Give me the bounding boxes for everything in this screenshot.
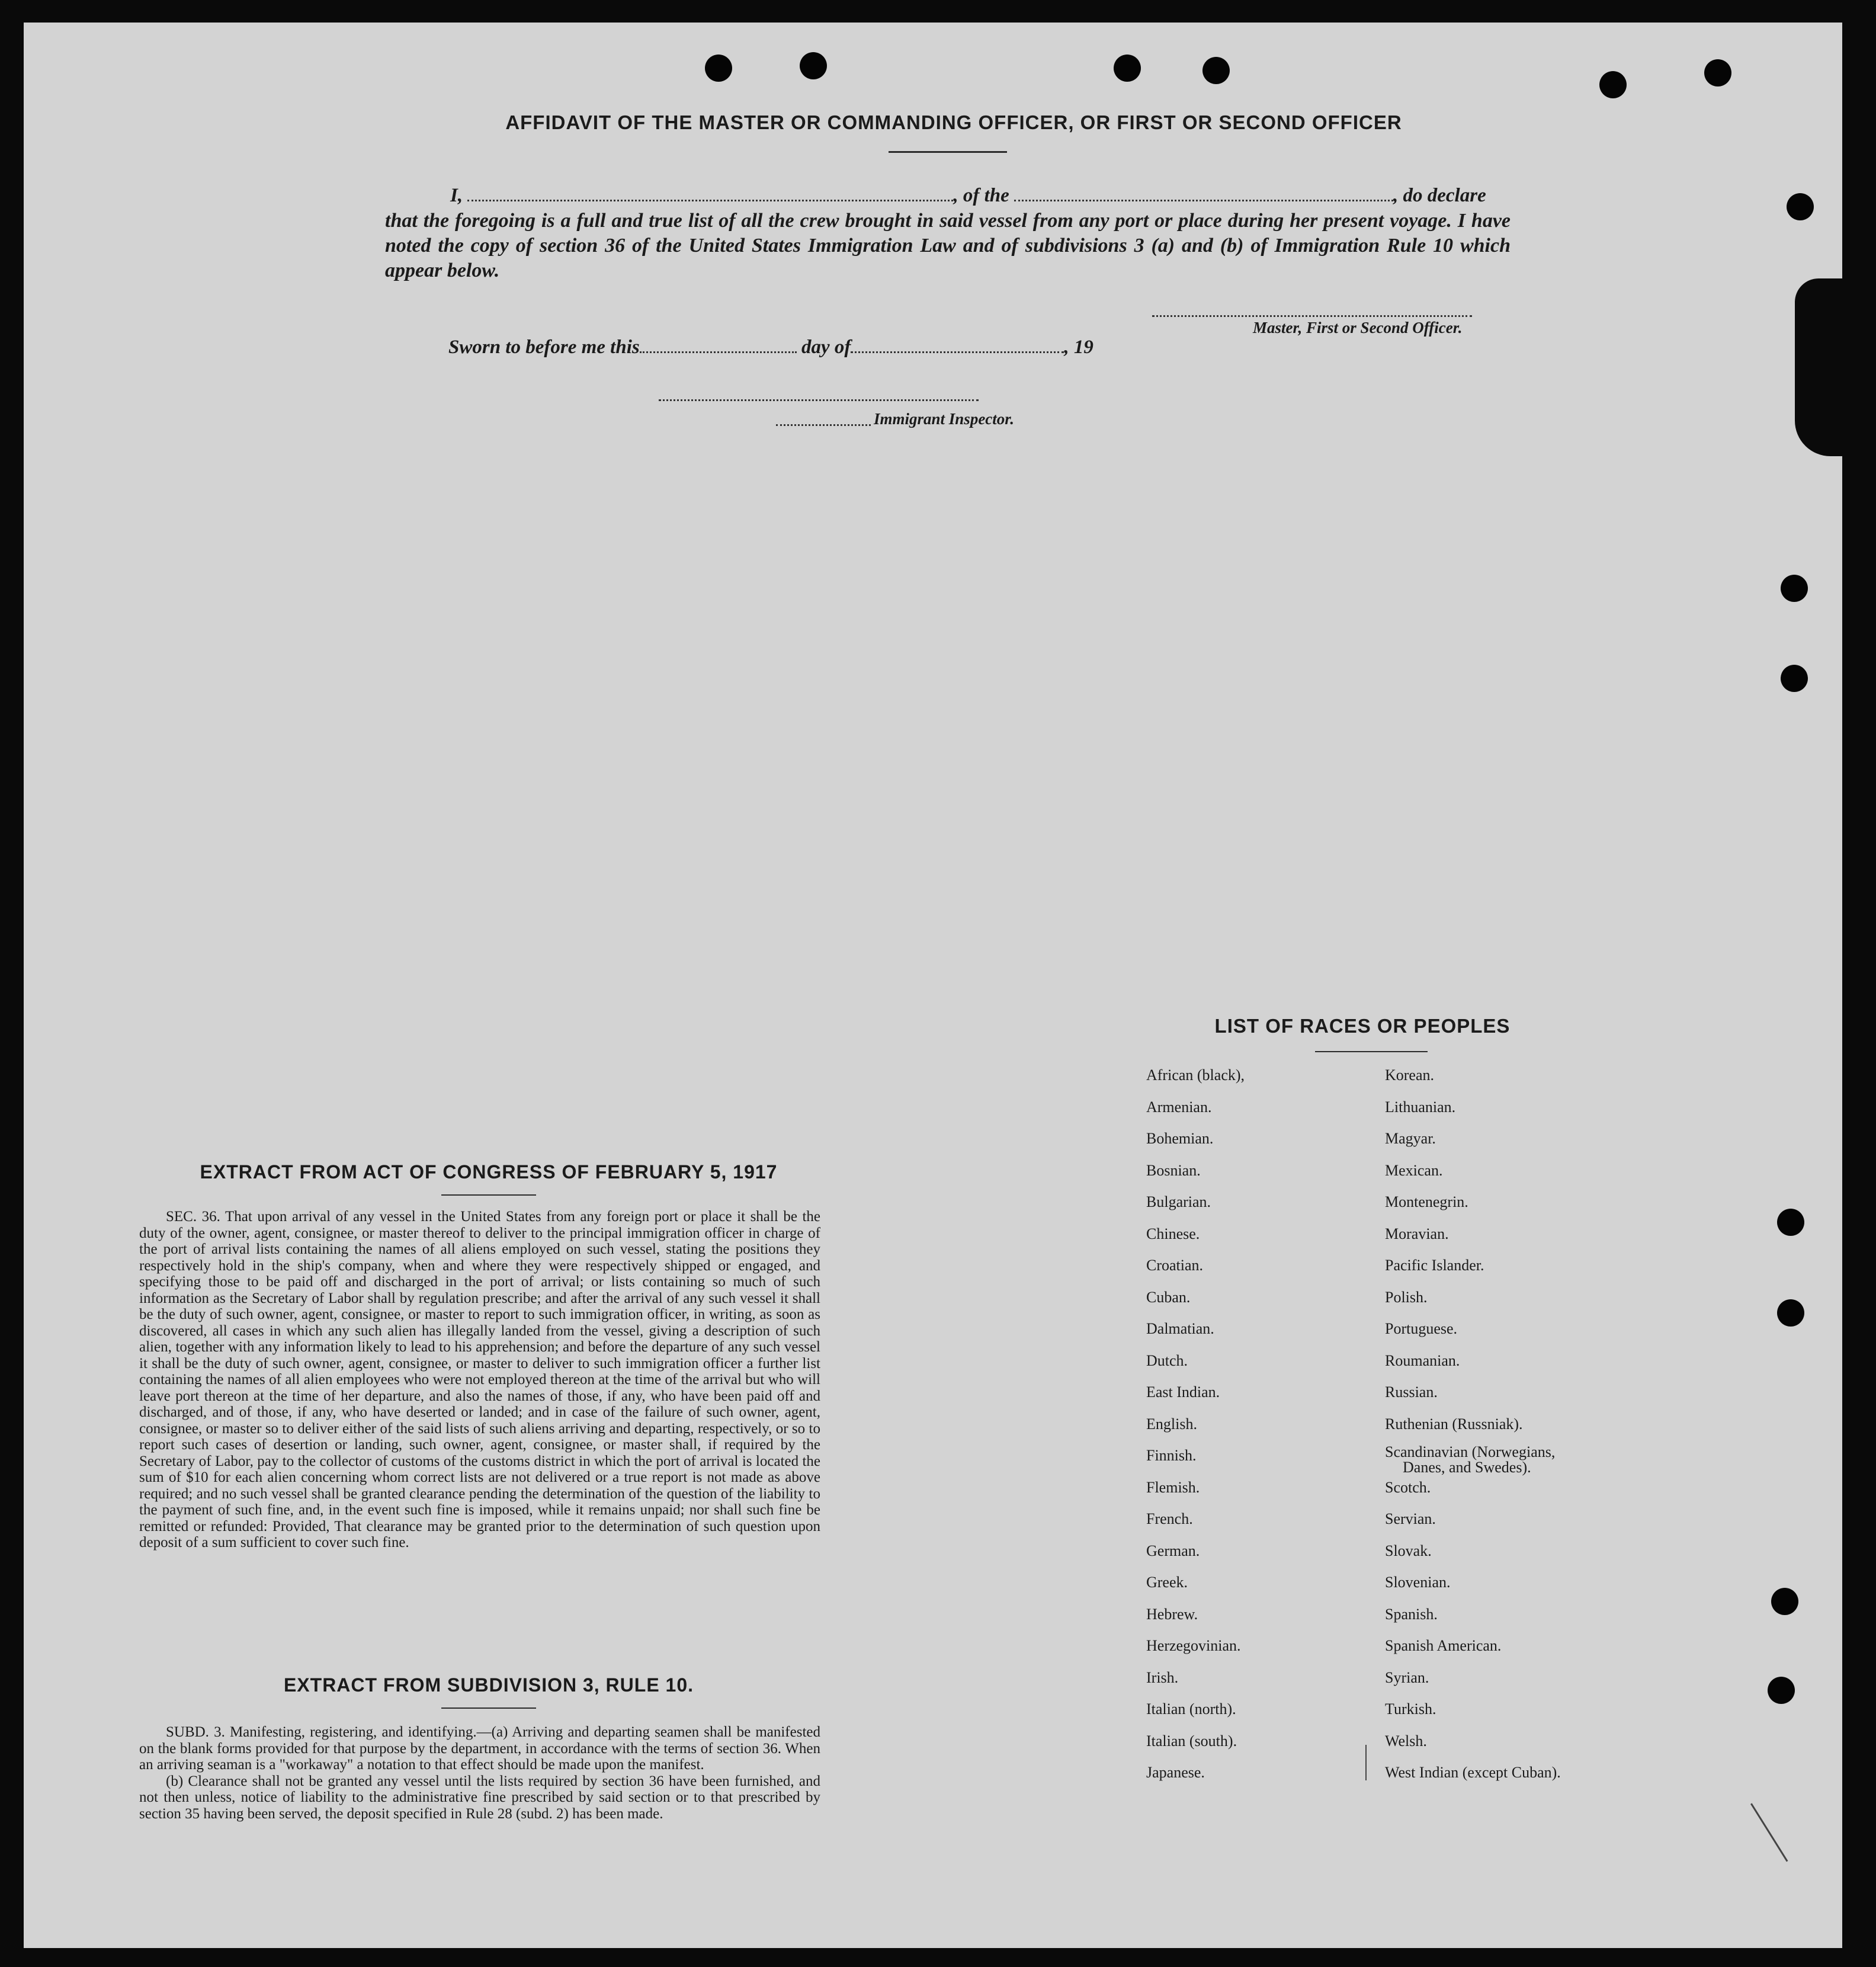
of-the-label: , of the: [953, 185, 1009, 206]
race-item: Bosnian.: [1146, 1161, 1201, 1179]
race-item: Italian (north).: [1146, 1700, 1236, 1718]
rule-extract-text: [139, 1724, 820, 1822]
race-item: Pacific Islander.: [1385, 1257, 1484, 1274]
declaration-first-line: [450, 185, 1486, 207]
race-item: Ruthenian (Russniak).: [1385, 1415, 1523, 1433]
race-item-multiline: [1385, 1440, 1561, 1476]
race-item: Cuban.: [1146, 1288, 1191, 1306]
punch-hole: [1771, 1588, 1798, 1615]
race-item: Flemish.: [1146, 1478, 1200, 1496]
inspector-caption: Immigrant Inspector.: [874, 410, 1015, 428]
act-title-underline: [441, 1194, 536, 1196]
section-36-text: SEC. 36. That upon arrival of any vessel in the United States from any foreign port or place it shall be the duty of the owner, agent, consignee, or master thereof to deliver to the principal immigration officer in charge of the port of arrival lists containing the names of all aliens employed on such vessel, stating the positions they respectively hold in the ship's company, when and where they were respectively shipped or engaged, and specifying those to be paid off and discharged in the port of arrival; or lists containing so much of such information as the Secretary of Labor shall by regulation prescribe; and after the arrival of any such vessel it shall be the duty of such owner, agent, consignee, or master to report to such immigration officer, in writing, as soon as discovered, all cases in which any such alien has illegally landed from the vessel, giving a description of such alien, together with any information likely to lead to his apprehension; and before the departure of any such vessel it shall be the duty of such owner, agent, consignee, or master to deliver to such immigration officer a further list containing the names of all alien employees who were not employed thereon at the time of the arrival but who will leave port thereon at the time of her departure, and also the names of those, if any, who have been paid off and discharged, and of those, if any, who have deserted or landed; and in case of the failure of such owner, agent, consignee, or master so to deliver either of the said lists of such aliens arriving and departing, respectively, or so to report such cases of desertion or landing, such owner, agent, consignee, or master shall, if required by the Secretary of Labor, pay to the collector of customs of the customs district in which the port of arrival is located the sum of $10 for each alien concerning whom correct lists are not delivered or a true report is not made as above required; and no such vessel shall be granted clearance pending the determination of the question of the liability to the payment of such fine, and, in the event such fine is imposed, while it remains unpaid; nor shall such fine be remitted or refunded: Provided, That clearance may be granted prior to the determination of such question upon deposit of a sum sufficient to cover such fine.: [139, 1209, 820, 1550]
punch-hole: [705, 55, 732, 82]
race-item: Herzegovinian.: [1146, 1637, 1241, 1654]
punch-hole: [1781, 665, 1808, 692]
race-item: Slovenian.: [1385, 1574, 1451, 1591]
sworn-year: , 19: [1064, 337, 1093, 358]
punch-hole: [1777, 1299, 1804, 1327]
race-item: Dalmatian.: [1146, 1320, 1214, 1337]
races-left-column: [1146, 1059, 1245, 1789]
race-item: Korean.: [1385, 1066, 1435, 1084]
race-item: French.: [1146, 1510, 1193, 1527]
race-item: Italian (south).: [1146, 1732, 1237, 1750]
race-item: Croatian.: [1146, 1257, 1204, 1274]
punch-hole: [1704, 59, 1731, 87]
race-item: Magyar.: [1385, 1130, 1436, 1147]
race-item: Polish.: [1385, 1288, 1428, 1306]
race-item: Japanese.: [1146, 1764, 1205, 1781]
race-item: West Indian (except Cuban).: [1385, 1764, 1561, 1781]
punch-hole: [1599, 71, 1627, 98]
race-item: Moravian.: [1385, 1225, 1449, 1242]
subdivision-a-text: SUBD. 3. Manifesting, registering, and identifying.—(a) Arriving and departing seamen shall be manifested on the blank forms provided for that purpose by the department, in accordance with the terms of section 36. When an arriving seaman is a "workaway" a notation to that effect should be made upon the manifest.: [139, 1724, 820, 1773]
race-item: Spanish.: [1385, 1605, 1438, 1623]
declaration-text: that the foregoing is a full and true list of all the crew brought in said vessel from any port or place during her present voyage. I have noted the copy of section 36 of the United States Immigration Law and of subdivisions 3 (a) and (b) of Immigration Rule 10 which appear below.: [385, 210, 1511, 281]
race-item: English.: [1146, 1415, 1197, 1433]
race-item: Servian.: [1385, 1510, 1436, 1527]
race-item: African (black),: [1146, 1066, 1245, 1084]
punch-hole: [1114, 55, 1141, 82]
pencil-mark: [1365, 1745, 1367, 1780]
rule-title-underline: [441, 1707, 536, 1709]
do-declare-label: , do declare: [1393, 185, 1486, 206]
race-item: German.: [1146, 1542, 1200, 1559]
vessel-blank: [1014, 197, 1393, 201]
sworn-day-of: day of: [801, 337, 851, 358]
race-item: Armenian.: [1146, 1098, 1212, 1116]
races-title-underline: [1315, 1051, 1428, 1052]
races-right-column: [1385, 1059, 1561, 1789]
race-item: Chinese.: [1146, 1225, 1200, 1242]
race-item: Greek.: [1146, 1574, 1188, 1591]
race-item: Welsh.: [1385, 1732, 1427, 1750]
punch-hole: [800, 52, 827, 79]
punch-hole: [1787, 193, 1814, 220]
race-item: Hebrew.: [1146, 1605, 1198, 1623]
race-item-continuation: Danes, and Swedes).: [1403, 1459, 1531, 1476]
race-item: Irish.: [1146, 1668, 1179, 1686]
affidavit-title: AFFIDAVIT OF THE MASTER OR COMMANDING OFFICER, OR FIRST OR SECOND OFFICER: [505, 111, 1402, 133]
race-item: Dutch.: [1146, 1351, 1188, 1369]
inspector-signature-blank: [659, 397, 979, 401]
race-item: Portuguese.: [1385, 1320, 1458, 1337]
sworn-prefix: Sworn to before me this: [448, 337, 640, 358]
rule-extract-title: EXTRACT FROM SUBDIVISION 3, RULE 10.: [283, 1674, 694, 1696]
race-item: Roumanian.: [1385, 1351, 1460, 1369]
document-page: [24, 23, 1842, 1948]
master-signature-caption: Master, First or Second Officer.: [1253, 319, 1463, 337]
sworn-line: [448, 337, 1093, 358]
race-item: Bulgarian.: [1146, 1193, 1211, 1210]
races-title: LIST OF RACES OR PEOPLES: [1214, 1015, 1511, 1037]
torn-edge: [1795, 278, 1842, 456]
title-underline: [889, 151, 1007, 153]
race-item: Bohemian.: [1146, 1130, 1214, 1147]
punch-hole: [1777, 1209, 1804, 1236]
race-item: Montenegrin.: [1385, 1193, 1468, 1210]
race-item: Scotch.: [1385, 1478, 1431, 1496]
punch-hole: [1202, 57, 1230, 84]
race-item: Slovak.: [1385, 1542, 1432, 1559]
punch-hole: [1781, 575, 1808, 602]
race-item: Finnish.: [1146, 1447, 1197, 1464]
race-item: Spanish American.: [1385, 1637, 1502, 1654]
race-item: Russian.: [1385, 1383, 1438, 1401]
act-extract-title: EXTRACT FROM ACT OF CONGRESS OF FEBRUARY 5, 1917: [200, 1161, 778, 1183]
inspector-short-blank: [776, 422, 871, 426]
sworn-day-blank: [640, 349, 797, 353]
race-item: Lithuanian.: [1385, 1098, 1456, 1116]
punch-hole: [1768, 1677, 1795, 1704]
race-item: Mexican.: [1385, 1161, 1443, 1179]
declaration-i-label: I,: [450, 185, 463, 206]
race-item: Syrian.: [1385, 1668, 1429, 1686]
name-blank: [467, 197, 953, 201]
sworn-month-blank: [851, 349, 1064, 353]
race-item: Turkish.: [1385, 1700, 1436, 1718]
race-item: East Indian.: [1146, 1383, 1220, 1401]
act-extract-text: [139, 1209, 820, 1551]
race-item: Scandinavian (Norwegians,: [1385, 1443, 1556, 1460]
subdivision-b-text: (b) Clearance shall not be granted any vessel until the lists required by section 36 have been furnished, and not then unless, notice of liability to the administrative fine prescribed by said section or to that prescribed by section 35 having been served, the deposit specified in Rule 28 (subd. 2) has been made.: [139, 1773, 820, 1822]
master-signature-blank: [1152, 313, 1472, 317]
